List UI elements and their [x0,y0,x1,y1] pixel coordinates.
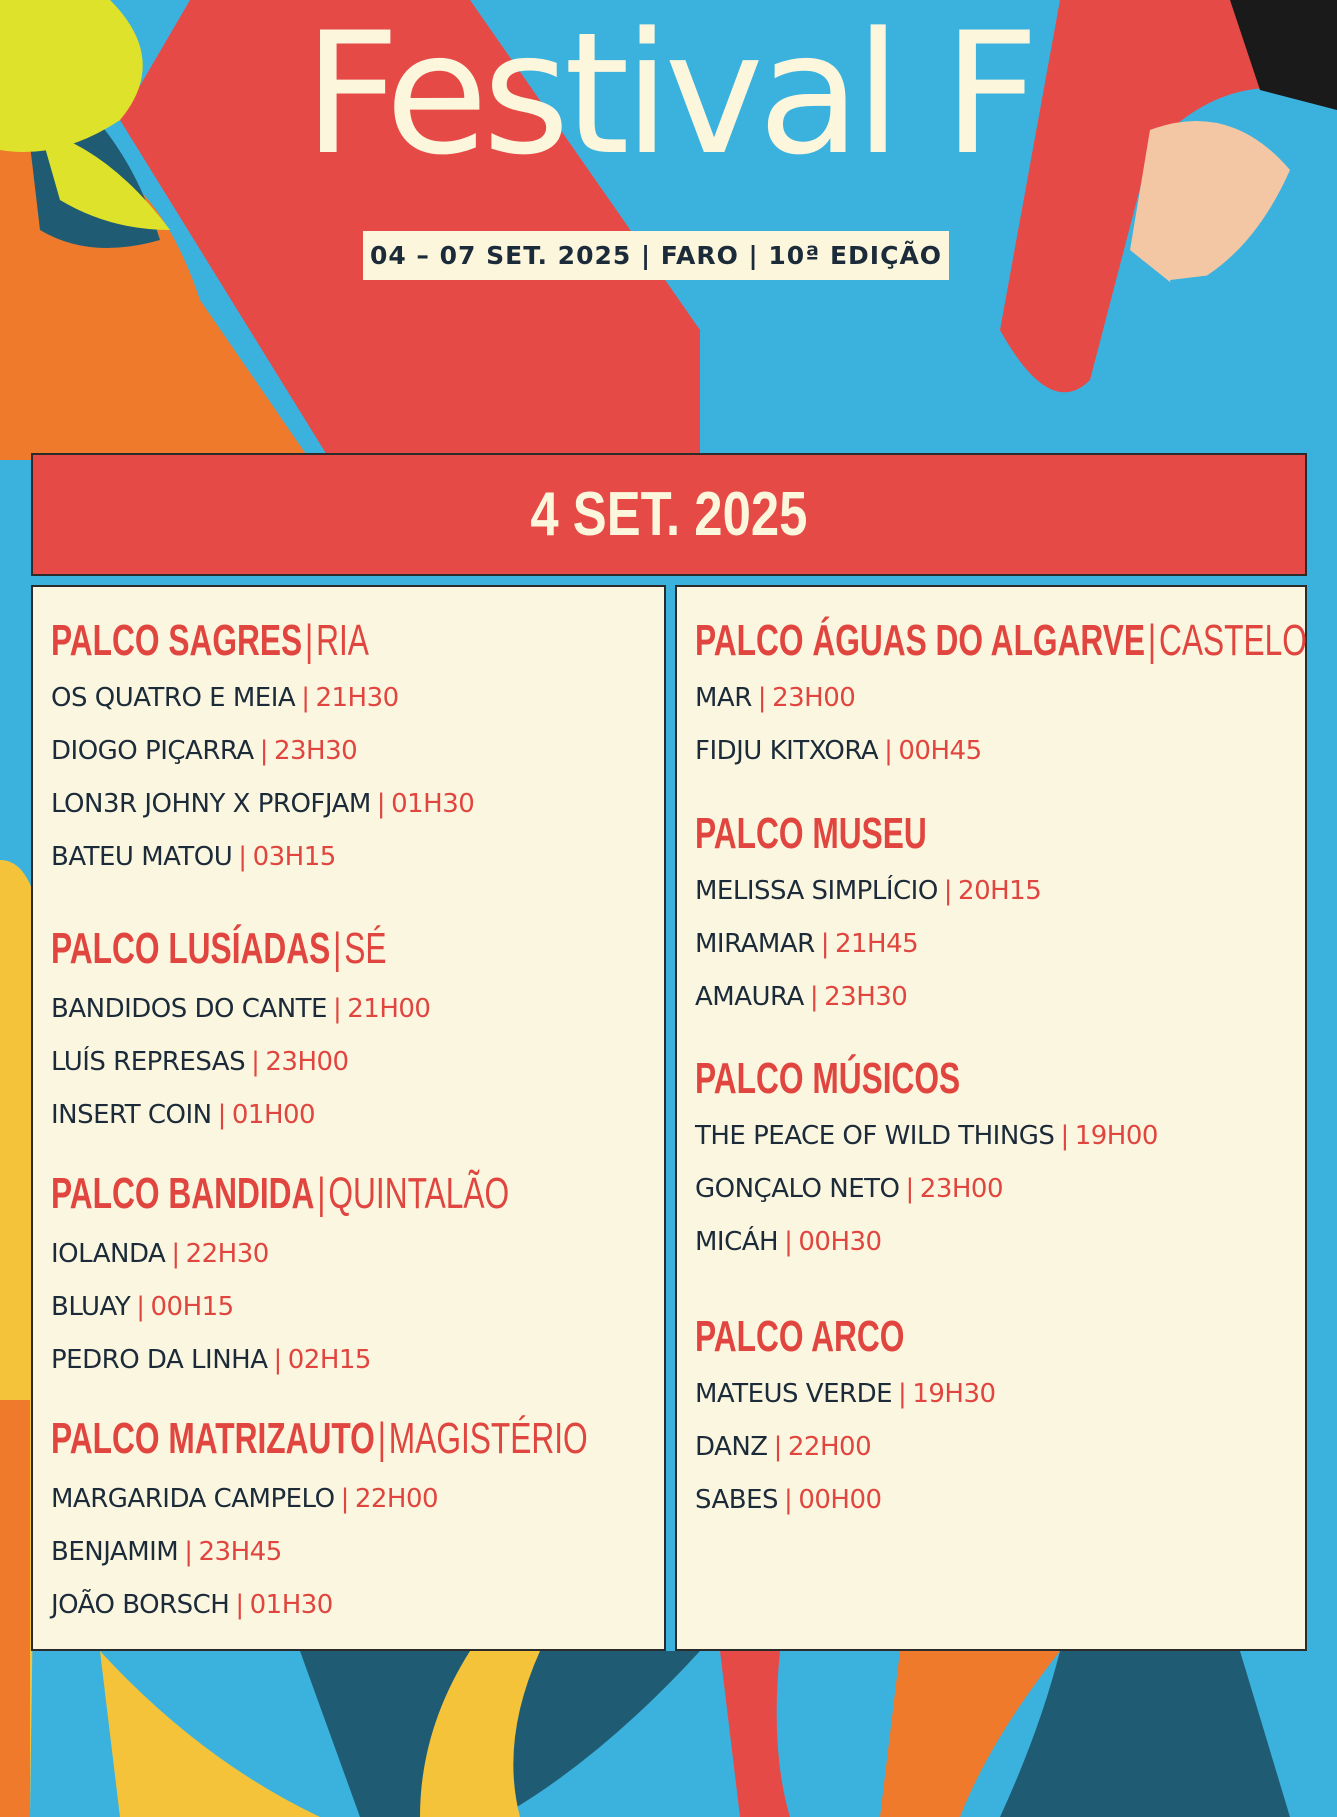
stage-title [695,1054,961,1103]
stage-title [695,1312,905,1361]
time-separator: | [757,683,767,713]
act-time: 21H30 [315,683,399,713]
time-separator: | [251,1047,260,1077]
artist-name: LON3R JOHNY X PROFJAM [51,789,371,819]
time-separator: | [136,1292,145,1322]
act-row [695,984,907,1010]
time-separator: | [235,1590,244,1620]
act-row [51,1539,282,1565]
act-row [695,931,918,957]
stage-venue: QUINTALÃO [328,1169,510,1218]
artist-name: FIDJU KITXORA [695,736,879,766]
time-separator: | [301,683,310,713]
time-separator: | [943,876,953,906]
artist-name: BATEU MATOU [51,842,233,872]
stage-venue: RIA [316,616,369,665]
act-row [51,685,399,711]
artist-name: MAR [695,683,752,713]
act-time: 03H15 [252,842,336,872]
artist-name: THE PEACE OF WILD THINGS [695,1121,1055,1151]
stage-title [695,809,927,858]
time-separator: | [184,1537,193,1567]
time-separator: | [784,1227,793,1257]
act-time: 19H00 [1074,1121,1158,1151]
time-separator: | [820,929,829,959]
stage-name: PALCO LUSÍADAS [51,924,331,973]
stage-separator: | [377,1414,386,1463]
act-time: 21H45 [834,929,919,959]
act-time: 00H15 [150,1292,234,1322]
time-separator: | [171,1239,180,1269]
act-time: 00H00 [798,1485,882,1515]
artist-name: MARGARIDA CAMPELO [51,1484,335,1514]
artist-name: DIOGO PIÇARRA [51,736,254,766]
act-row [695,1487,882,1513]
act-row [695,685,855,711]
stage-venue: MAGISTÉRIO [388,1414,588,1463]
time-separator: | [217,1100,226,1130]
act-row [51,791,474,817]
stage-name: PALCO SAGRES [51,616,303,665]
act-time: 23H00 [265,1047,349,1077]
artist-name: AMAURA [695,982,804,1012]
act-time: 23H00 [919,1174,1003,1204]
act-time: 00H45 [898,736,982,766]
act-time: 23H00 [772,683,856,713]
time-separator: | [340,1484,349,1514]
act-time: 19H30 [912,1379,996,1409]
stage-venue: CASTELO [1159,616,1307,665]
act-time: 22H00 [354,1484,439,1514]
time-separator: | [773,1432,782,1462]
act-row [51,1486,438,1512]
left-schedule-panel [31,585,666,1651]
right-schedule-panel [675,585,1307,1651]
stage-name: PALCO BANDIDA [51,1169,315,1218]
time-separator: | [238,842,247,872]
artist-name: INSERT COIN [51,1100,212,1130]
act-time: 23H30 [824,982,908,1012]
act-row [51,1347,371,1373]
festival-title: Festival F [303,0,1034,192]
stage-title [51,1169,510,1218]
time-separator: | [784,1485,793,1515]
stage-separator: | [1147,616,1157,665]
time-separator: | [809,982,819,1012]
time-separator: | [905,1174,914,1204]
time-separator: | [884,736,893,766]
artist-name: BANDIDOS DO CANTE [51,994,327,1024]
date-banner-text: 4 SET. 2025 [530,480,808,549]
artist-name: BENJAMIM [51,1537,179,1567]
artist-name: GONÇALO NETO [695,1174,900,1204]
artist-name: MELISSA SIMPLÍCIO [695,876,938,906]
act-row [695,1229,882,1255]
act-time: 20H15 [958,876,1042,906]
act-row [51,738,357,764]
artist-name: PEDRO DA LINHA [51,1345,268,1375]
time-separator: | [332,994,342,1024]
time-separator: | [1060,1121,1069,1151]
act-row [51,844,336,870]
act-time: 00H30 [798,1227,882,1257]
stage-venue: SÉ [344,924,387,973]
artist-name: JOÃO BORSCH [51,1590,230,1620]
act-row [51,1049,349,1075]
act-time: 01H30 [391,789,475,819]
artist-name: LUÍS REPRESAS [51,1047,246,1077]
act-time: 23H30 [273,736,358,766]
artist-name: BLUAY [51,1292,131,1322]
act-row [51,1102,315,1128]
act-time: 02H15 [287,1345,371,1375]
act-row [695,878,1041,904]
time-separator: | [273,1345,282,1375]
act-row [51,1241,269,1267]
act-row [51,996,430,1022]
act-time: 22H00 [787,1432,872,1462]
date-banner [31,453,1307,576]
stage-name: PALCO MATRIZAUTO [51,1414,375,1463]
stage-separator: | [333,924,342,973]
artist-name: MIRAMAR [695,929,815,959]
stage-title [51,616,369,665]
act-row [695,1381,996,1407]
act-row [695,1123,1158,1149]
act-time: 22H30 [185,1239,269,1269]
stage-separator: | [317,1169,326,1218]
act-row [51,1592,333,1618]
act-time: 01H30 [249,1590,333,1620]
act-time: 21H00 [347,994,431,1024]
stage-title [51,924,387,973]
stage-name: PALCO MUSEU [695,809,927,858]
act-row [695,1434,871,1460]
artist-name: IOLANDA [51,1239,166,1269]
artist-name: MICÁH [695,1227,779,1257]
stage-title [695,616,1307,665]
artist-name: SABES [695,1485,779,1515]
act-time: 01H00 [231,1100,316,1130]
artist-name: DANZ [695,1432,768,1462]
stage-name: PALCO ARCO [695,1312,905,1361]
artist-name: OS QUATRO E MEIA [51,683,296,713]
time-separator: | [376,789,386,819]
stage-name: PALCO ÁGUAS DO ALGARVE [695,616,1146,665]
act-row [695,738,982,764]
stage-title [51,1414,588,1463]
stage-separator: | [305,616,314,665]
time-separator: | [898,1379,907,1409]
stage-name: PALCO MÚSICOS [695,1054,961,1103]
act-row [695,1176,1003,1202]
time-separator: | [259,736,268,766]
artist-name: MATEUS VERDE [695,1379,893,1409]
festival-subtitle: 04 – 07 SET. 2025 | FARO | 10ª EDIÇÃO [363,231,949,280]
act-time: 23H45 [198,1537,282,1567]
act-row [51,1294,234,1320]
